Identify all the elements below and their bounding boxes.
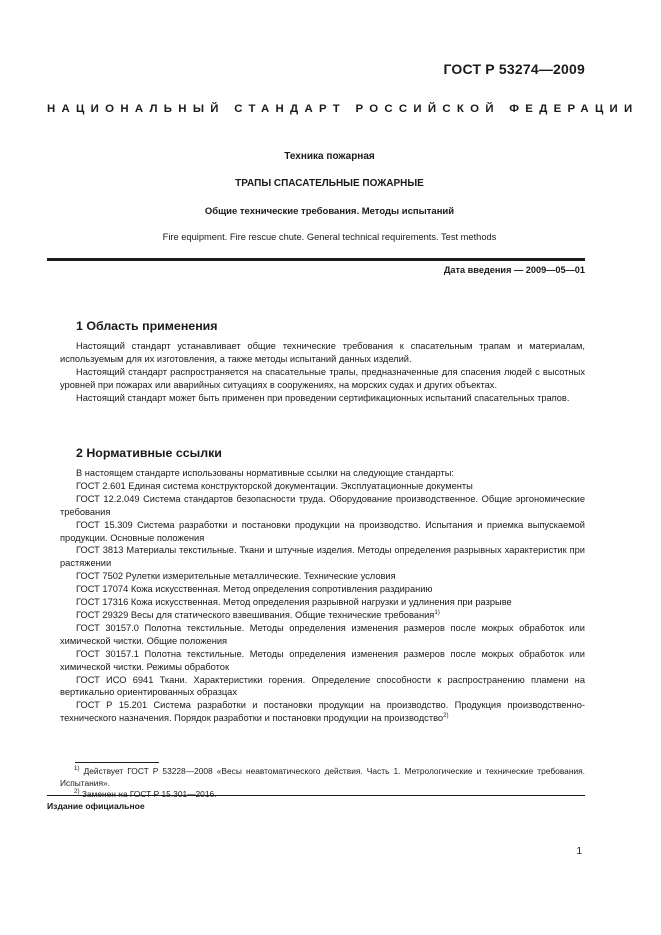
reference-item: ГОСТ 3813 Материалы текстильные. Ткани и штучные изделия. Методы определения разрывных характеристик при растяжении bbox=[60, 545, 585, 569]
reference-item: ГОСТ 15.309 Система разработки и постановки продукции на производство. Испытания и приемка выпускаемой продукции. Основные положения bbox=[60, 519, 585, 543]
paragraph: В настоящем стандарте использованы нормативные ссылки на следующие стандарты: bbox=[76, 468, 455, 478]
introduction-date: Дата введения — 2009—05—01 bbox=[443, 265, 585, 275]
page-number: 1 bbox=[576, 846, 582, 857]
reference-item: ГОСТ 17074 Кожа искусственная. Метод определения сопротивления раздиранию bbox=[76, 584, 433, 595]
paragraph: Настоящий стандарт распространяется на спасательные трапы, предназначенные для спасения людей с высотных уровней при пожарах или аварийных ситуациях в сооружениях, на морских судах и других объектах. bbox=[60, 366, 585, 390]
national-standard-title: НАЦИОНАЛЬНЫЙ СТАНДАРТ РОССИЙСКОЙ ФЕДЕРАЦИИ bbox=[47, 103, 639, 115]
document-number: ГОСТ Р 53274—2009 bbox=[443, 61, 585, 77]
footnote-mark: 2) bbox=[74, 788, 80, 796]
reference-item: ГОСТ 7502 Рулетки измерительные металлические. Технические условия bbox=[76, 571, 396, 582]
reference-item: ГОСТ ИСО 6941 Ткани. Характеристики горения. Определение способности к распространению пламени на вертикально ориентированных образцах bbox=[60, 674, 585, 698]
standard-subtitle: Общие технические требования. Методы испытаний bbox=[204, 206, 455, 217]
reference-item: ГОСТ 2.601 Единая система конструкторской документации. Эксплуатационные документы bbox=[76, 480, 473, 491]
section-1-heading: 1 Область применения bbox=[76, 319, 218, 333]
section-2-body bbox=[60, 467, 585, 725]
footnote-ref: 2) bbox=[443, 712, 449, 720]
section-1-body bbox=[60, 340, 585, 405]
title-divider bbox=[47, 258, 585, 261]
reference-item: ГОСТ 30157.0 Полотна текстильные. Методы определения изменения размеров после мокрых обработок или химической чистки. Общие положения bbox=[60, 622, 585, 646]
english-title: Fire equipment. Fire rescue chute. General technical requirements. Test methods bbox=[162, 232, 497, 242]
standard-category: Техника пожарная bbox=[284, 151, 375, 162]
footnote-1 bbox=[60, 766, 585, 789]
footnote-text: Действует ГОСТ Р 53228—2008 «Весы неавтоматического действия. Часть 1. Метрологические и технические требования. Испытания». bbox=[60, 766, 585, 788]
standard-name: ТРАПЫ СПАСАТЕЛЬНЫЕ ПОЖАРНЫЕ bbox=[235, 178, 424, 189]
section-2-heading: 2 Нормативные ссылки bbox=[76, 446, 222, 460]
official-edition-label: Издание официальное bbox=[47, 801, 145, 811]
footer-divider bbox=[47, 795, 585, 796]
reference-item: ГОСТ 30157.1 Полотна текстильные. Методы определения изменения размеров после мокрых обработок или химической чистки. Режимы обработок bbox=[60, 648, 585, 672]
reference-text: ГОСТ Р 15.201 Система разработки и постановки продукции на производство. Продукция производственно-технического назначения. Порядок разработки и постановки продукции на производство bbox=[60, 700, 585, 724]
reference-item bbox=[60, 699, 585, 725]
paragraph: Настоящий стандарт может быть применен при проведении сертификационных испытаний спасательных трапов. bbox=[76, 392, 570, 403]
reference-item: ГОСТ 17316 Кожа искусственная. Метод определения разрывной нагрузки и удлинения при разрыве bbox=[76, 597, 512, 608]
footnote-mark: 1) bbox=[74, 765, 80, 772]
reference-text: ГОСТ 29329 Весы для статического взвешивания. Общие технические требования bbox=[76, 609, 435, 620]
reference-item: ГОСТ 12.2.049 Система стандартов безопасности труда. Оборудование производственное. Общие эргономические требования bbox=[60, 493, 585, 517]
footnote-divider bbox=[75, 762, 159, 763]
footnote-ref: 1) bbox=[434, 608, 440, 616]
paragraph: Настоящий стандарт устанавливает общие технические требования к спасательным трапам и материалам, используемым для их изготовления, а также методы испытаний данных изделий. bbox=[60, 341, 585, 364]
reference-item bbox=[60, 609, 585, 622]
